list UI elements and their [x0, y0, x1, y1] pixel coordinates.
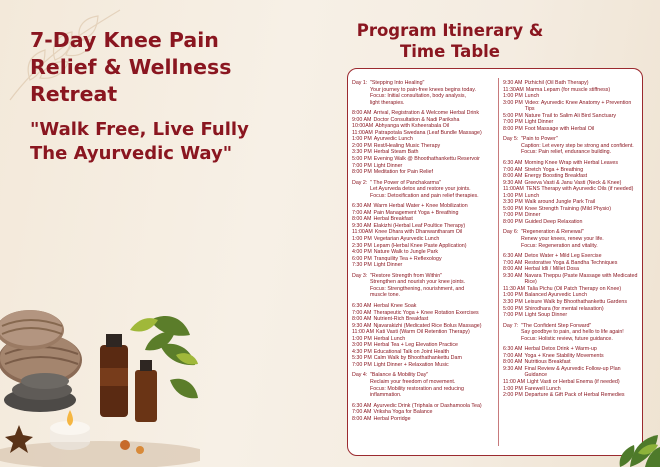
- schedule-activity: Lepam (Herbal Knee Paste Application): [373, 242, 467, 249]
- schedule-activity: Stretch Yoga + Breathing: [524, 166, 584, 173]
- schedule-row: [503, 366, 641, 379]
- schedule-activity: Pizhichil (Oil Bath Therapy): [524, 80, 589, 86]
- schedule-time: 10:00AM: [352, 123, 374, 130]
- schedule-activity: Light Vasti or Herbal Enema (if needed): [527, 378, 620, 385]
- schedule-time: 5:00 PM: [503, 112, 523, 119]
- schedule-time: 7:00 AM: [352, 409, 372, 416]
- schedule-time: 7:00 AM: [503, 259, 523, 266]
- schedule-list: [503, 253, 641, 318]
- day-description-line: Focus: Regeneration and vitality.: [521, 242, 598, 249]
- schedule-time: 1:00 PM: [503, 192, 523, 199]
- schedule-time: 11:30 AM: [503, 285, 525, 292]
- day-header: [352, 372, 498, 398]
- schedule-activity: Vriksha Yoga for Balance: [373, 409, 433, 416]
- schedule-time: 9:30 AM: [503, 365, 523, 372]
- schedule-activity: Nutritious Breakfast: [524, 359, 571, 366]
- schedule-row: [352, 169, 498, 176]
- schedule-activity: Vegetarian Ayurvedic Lunch: [373, 236, 440, 243]
- schedule-activity: Balanced Ayurvedic Lunch: [524, 292, 588, 299]
- schedule-activity: Patrapotala Swedana (Leaf Bundle Massage): [374, 129, 482, 136]
- schedule-time: 11:00AM: [352, 129, 373, 136]
- oil-bottle: [100, 334, 128, 417]
- schedule-time: 7:00 PM: [352, 162, 372, 169]
- schedule-time: 9:30 AM: [503, 179, 523, 186]
- day-header: [503, 323, 641, 343]
- schedule-row: [503, 312, 641, 319]
- schedule-activity: Ayurvedic Lunch: [373, 136, 413, 143]
- schedule-time: 6:30 AM: [503, 346, 523, 353]
- schedule-time: 8:00 AM: [352, 316, 372, 323]
- schedule-activity: Knee Dhara with Dhanwantharam Oil: [374, 229, 463, 236]
- schedule-activity: Therapeutic Yoga + Knee Rotation Exercises: [373, 309, 479, 316]
- day-theme: "The Confident Step Forward": [521, 322, 592, 329]
- schedule-row: [352, 262, 498, 269]
- day-description-line: Say goodbye to pain, and hello to life again!: [521, 329, 624, 336]
- schedule-time: 7:00 PM: [352, 361, 372, 368]
- schedule-activity: Calm Walk by Bhoothathankettu Dam: [373, 355, 462, 362]
- day-description-line: Focus: Initial consultation, body analysis,: [370, 93, 466, 100]
- day-description-line: Focus: Holistic review, future guidance.: [521, 335, 613, 342]
- schedule-time: 11:30AM: [503, 86, 524, 93]
- schedule-time: 1:00 PM: [352, 335, 372, 342]
- schedule-activity: Guided Deep Relaxation: [524, 218, 583, 225]
- day-description-line: Focus: Pain relief, endurance building.: [521, 149, 612, 156]
- day-description-line: Caption: Let every step be strong and confident.: [521, 142, 634, 149]
- day-label: Day 2:: [352, 179, 368, 186]
- schedule-activity: Light Dinner: [524, 119, 554, 126]
- schedule-time: 8:00 AM: [503, 359, 523, 366]
- schedule-activity: Light Soup Dinner: [524, 312, 568, 319]
- day-label: Day 6:: [503, 229, 519, 236]
- schedule-activity: Herbal Steam Bath: [373, 149, 419, 156]
- schedule-activity: Energy Boosting Breakfast: [524, 173, 588, 180]
- schedule-activity: Lunch: [524, 93, 540, 100]
- schedule-time: 2:00 PM: [503, 392, 523, 399]
- schedule-activity: Restorative Yoga & Bandha Techniques: [524, 259, 618, 266]
- schedule-time: 1:00 PM: [352, 136, 372, 143]
- schedule-list: [352, 110, 498, 175]
- schedule-activity: Njavarakizhi (Medicated Rice Bolus Massage): [373, 322, 482, 329]
- schedule-time: 8:00 AM: [503, 173, 523, 180]
- schedule-activity: Kati Vasti (Warm Oil Retention Therapy): [376, 329, 470, 336]
- day-header: [352, 80, 498, 106]
- schedule-activity: Departure & Gift Pack of Herbal Remedies: [524, 392, 625, 399]
- schedule-activity: Abhyanga with Ksheerabala Oil: [375, 123, 450, 130]
- itinerary-title: Program Itinerary & Time Table: [356, 21, 544, 61]
- day-header: [352, 180, 498, 200]
- schedule-activity: Yoga + Knee Stability Movements: [524, 352, 604, 359]
- schedule-time: 7:30 PM: [352, 262, 372, 269]
- schedule-activity: Arrival, Registration & Welcome Herbal Drink: [373, 110, 480, 117]
- day-theme: " The Power of Panchakarma": [370, 179, 441, 186]
- schedule-activity: Herbal Porridge: [373, 415, 411, 422]
- day-theme: "Pain to Power": [521, 136, 558, 143]
- schedule-activity: Doctor Consultation & Nadi Pariksha: [373, 116, 460, 123]
- candle: [50, 410, 90, 450]
- schedule-activity: Dinner: [524, 212, 541, 219]
- schedule-activity: Lunch: [524, 192, 540, 199]
- schedule-activity: Pain Management Yoga + Breathing: [373, 209, 459, 216]
- schedule-time: 3:30 PM: [503, 298, 523, 305]
- schedule-time: 1:00 PM: [352, 236, 372, 243]
- schedule-list: [352, 203, 498, 268]
- day-label: Day 3:: [352, 272, 368, 279]
- schedule-time: 8:00 AM: [503, 266, 523, 273]
- schedule-time: 1:00 PM: [503, 292, 523, 299]
- schedule-activity: Warm Herbal Water + Knee Mobilization: [373, 203, 468, 210]
- schedule-activity: Herbal Knee Soak: [373, 302, 417, 309]
- day-description-line: inflammation.: [370, 392, 402, 399]
- schedule-activity: Light Dinner: [373, 262, 403, 269]
- schedule-time: 7:00 AM: [352, 309, 372, 316]
- schedule-time: 7:00 AM: [503, 166, 523, 173]
- day-theme: "Regeneration & Renewal": [521, 229, 584, 236]
- schedule-row: [503, 273, 641, 286]
- schedule-activity: Ayurvedic Drink (Triphala or Dashamoola Tea): [373, 402, 482, 409]
- day-description-line: light therapies.: [370, 99, 405, 106]
- schedule-activity: Walk around Jungle Park Trail: [524, 199, 596, 206]
- schedule-activity: Light Dinner: [373, 162, 403, 169]
- schedule-time: 2:30 PM: [352, 242, 372, 249]
- schedule-activity: Evening Walk @ Bhoothathankettu Reservoir: [373, 156, 480, 163]
- schedule-time: 6:30 AM: [503, 253, 523, 260]
- day-description-line: Strengthen and nourish your knee joints.: [370, 279, 466, 286]
- schedule-time: 11:00AM: [503, 186, 524, 193]
- schedule-activity: Shirodhara (for mental relaxation): [524, 305, 604, 312]
- schedule-list: [503, 346, 641, 398]
- day-label: Day 5:: [503, 136, 519, 143]
- schedule-row: [352, 362, 498, 369]
- schedule-time: 9:30 AM: [352, 322, 372, 329]
- column-divider: [498, 78, 499, 446]
- schedule-activity: Herbal Lunch: [373, 335, 406, 342]
- schedule-list: [503, 80, 641, 132]
- schedule-time: 3:00 PM: [503, 99, 523, 106]
- schedule-activity: Meditation for Pain Relief: [373, 169, 433, 176]
- schedule-time: 11:00 AM: [503, 378, 525, 385]
- schedule-time: 3:30 PM: [352, 149, 372, 156]
- schedule-time: 4:00 PM: [352, 249, 372, 256]
- schedule-activity: Educational Talk on Joint Health: [373, 348, 450, 355]
- schedule-time: 7:00 PM: [503, 212, 523, 219]
- schedule-time: 8:00 PM: [503, 218, 523, 225]
- schedule-activity: Marma Lepam (for muscle stiffness): [525, 86, 611, 93]
- schedule-activity: Leisure Walk by Bhoothathankettu Gardens: [524, 298, 628, 305]
- schedule-list: [352, 303, 498, 368]
- schedule-activity: Nutrient-Rich Breakfast: [373, 316, 429, 323]
- schedule-time: 11:00AM: [352, 229, 373, 236]
- schedule-activity: Nature Trail to Salim Ali Bird Sanctuary: [524, 112, 616, 119]
- schedule-time: 9:30 AM: [503, 272, 523, 279]
- schedule-time: 9:30 AM: [352, 222, 372, 229]
- schedule-time: 1:00 PM: [503, 385, 523, 392]
- schedule-time: 7:00 PM: [503, 312, 523, 319]
- day-description-line: muscle tone.: [370, 292, 401, 299]
- schedule-time: 8:00 AM: [352, 415, 372, 422]
- schedule-activity: Talia Pichu (Oil Patch Therapy on Knee): [527, 285, 622, 292]
- schedule-time: 5:00 PM: [503, 205, 523, 212]
- day-description-line: Your journey to pain-free knees begins today.: [370, 86, 477, 93]
- schedule-activity: Herbal Breakfast: [373, 216, 413, 223]
- schedule-activity: Light Dinner + Relaxation Music: [373, 361, 449, 368]
- schedule-time: 9:00 AM: [352, 116, 372, 123]
- schedule-time: 11:00 AM: [352, 329, 374, 336]
- schedule-time: 6:00 PM: [352, 255, 372, 262]
- schedule-activity: Herbal Detox Drink + Warm-up: [524, 346, 597, 353]
- leaf-decoration-icon: [590, 407, 660, 467]
- day-description-line: Let Ayurveda detox and restore your joints.: [370, 186, 471, 193]
- schedule-row: [503, 126, 641, 133]
- schedule-activity: Herbal Idli / Millet Dosa: [524, 266, 579, 273]
- schedule-time: 5:00 PM: [503, 305, 523, 312]
- spa-still-life-image: [0, 250, 200, 467]
- schedule-activity: TENS Therapy with Ayurvedic Oils (if needed): [525, 186, 634, 193]
- schedule-time: 6:30 AM: [352, 203, 372, 210]
- small-oil-bottle: [135, 360, 157, 422]
- schedule-activity: Tranquility Tea + Reflexology: [373, 255, 442, 262]
- schedule-row: [503, 392, 641, 399]
- schedule-list: [503, 160, 641, 225]
- day-theme: "Stepping Into Healing": [370, 80, 425, 86]
- schedule-activity: Navara Theppu (Paste Massage with Medicated Rice): [524, 272, 638, 286]
- schedule-time: 8:00 AM: [352, 216, 372, 223]
- schedule-time: 7:00 AM: [503, 352, 523, 359]
- schedule-list: [352, 403, 498, 423]
- schedule-time: 9:30 AM: [503, 80, 523, 86]
- schedule-activity: Knee Strength Training (Mild Physio): [524, 205, 611, 212]
- day-description-line: Reclaim your freedom of movement.: [370, 378, 456, 385]
- schedule-activity: Herbal Tea + Leg Elevation Practice: [373, 342, 458, 349]
- schedule-time: 7:00 PM: [503, 119, 523, 126]
- schedule-time: 6:30 AM: [352, 302, 372, 309]
- schedule-activity: Elakizhi (Herbal Leaf Poultice Therapy): [373, 222, 466, 229]
- schedule-activity: Final Review & Ayurvedic Follow-up Plan Guidance: [524, 365, 621, 379]
- schedule-row: [352, 416, 498, 423]
- schedule-time: 6:30 AM: [352, 402, 372, 409]
- schedule-time: 5:30 PM: [352, 355, 372, 362]
- schedule-time: 8:00 AM: [352, 110, 372, 117]
- schedule-activity: Detox Water + Mild Leg Exercise: [524, 253, 602, 260]
- schedule-activity: Morning Knee Wrap with Herbal Leaves: [524, 160, 618, 167]
- day-description-line: Renew your knees, renew your life.: [521, 236, 604, 243]
- schedule-time: 5:00 PM: [352, 156, 372, 163]
- schedule-row: [503, 219, 641, 226]
- schedule-row: [503, 100, 641, 113]
- schedule-time: 8:00 PM: [352, 169, 372, 176]
- day-label: Day 1:: [352, 80, 368, 86]
- day-label: Day 7:: [503, 322, 519, 329]
- schedule-time: 3:30 PM: [503, 199, 523, 206]
- retreat-tagline: "Walk Free, Live Fully The Ayurvedic Way": [30, 119, 249, 164]
- schedule-activity: Foot Massage with Herbal Oil: [524, 125, 595, 132]
- day-description-line: Focus: Detoxification and pain relief therapies.: [370, 192, 479, 199]
- schedule-activity: Greeva Vasti & Janu Vasti (Neck & Knee): [524, 179, 622, 186]
- day-header: [503, 136, 641, 156]
- schedule-time: 7:00 AM: [352, 209, 372, 216]
- itinerary-column-right: [503, 80, 641, 403]
- schedule-time: 6:30 AM: [503, 160, 523, 167]
- day-header: [503, 229, 641, 249]
- schedule-time: 2:00 PM: [352, 142, 372, 149]
- schedule-time: 3:00 PM: [352, 342, 372, 349]
- itinerary-column-left: [352, 80, 498, 426]
- day-description-line: Focus: Mobility restoration and reducing: [370, 385, 464, 392]
- day-theme: "Balance & Mobility Day": [370, 372, 429, 379]
- day-label: Day 4:: [352, 372, 368, 379]
- schedule-time: 8:00 PM: [503, 125, 523, 132]
- schedule-time: 1:00 PM: [503, 93, 523, 100]
- schedule-activity: Rest/Healing Music Therapy: [373, 142, 441, 149]
- schedule-activity: Nature Walk to Jungle Park: [373, 249, 439, 256]
- schedule-time: 4:30 PM: [352, 348, 372, 355]
- day-header: [352, 273, 498, 299]
- schedule-activity: Video: Ayurvedic Knee Anatomy + Prevention Tips: [524, 99, 632, 113]
- day-theme: "Restore Strength from Within": [370, 272, 443, 279]
- day-description-line: Focus: Strengthening, nourishment, and: [370, 285, 465, 292]
- retreat-title: 7-Day Knee Pain Relief & Wellness Retreat: [30, 28, 232, 106]
- schedule-activity: Farewell Lunch: [524, 385, 561, 392]
